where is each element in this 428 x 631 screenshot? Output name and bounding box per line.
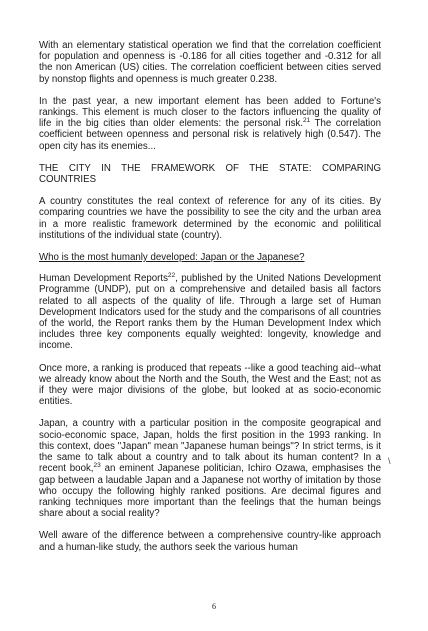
paragraph-text: The correlation coefficient between openness and personal risk is relatively high (0.547). The open city has its enemies...: [39, 118, 381, 152]
paragraph-country-context: A country constitutes the real context of reference for any of its cities. By comparing countries we have the possibility to see the city and the urban area in a more realistic framework determined by the economic and polilitical institutions of the individual state (country).: [39, 196, 381, 241]
paragraph-text: , published by the United Nations Development Programme (UNDP), put on a comprehensive and detailed basis all factors related to all aspects of the quality of life. Through a large set of Human Development Indicators used for the study and the comparisons of all countries of the world, the Report ranks them by the Human Development Index which includes three key components equally weighted: longevity, knowledge and income.: [39, 273, 381, 352]
page-number: 6: [212, 602, 216, 611]
paragraph-text: In the past year, a new important element has been added to Fortune's rankings. This element is much closer to the factors influencing the quality of life in the big cities than older elements: the personal risk.: [39, 95, 381, 130]
footnote-ref: 23: [93, 462, 101, 470]
section-heading-line2: COUNTRIES: [39, 174, 97, 186]
footnote-ref: 21: [303, 116, 311, 124]
paragraph-hdr: [39, 273, 381, 351]
section-heading-line1: THE CITY IN THE FRAMEWORK OF THE STATE: COMPARING: [39, 162, 381, 174]
margin-mark: \: [388, 456, 391, 466]
paragraph-text: Human Development Reports: [39, 273, 168, 285]
paragraph-text: an eminent Japanese politician, Ichiro Ozawa, emphasises the gap between a laudable Japan and a Japanese not worthy of imitation by those who occupy the following highly ranked positions. Are decimal figures and ranking techniques more important than the feelings that the human beings share about a social reality?: [39, 463, 381, 520]
paragraph-japan: [39, 418, 381, 519]
paragraph-approach: Well aware of the difference between a comprehensive country-like approach and a human-like study, the authors seek the various human: [39, 530, 381, 553]
paragraph-correlation: With an elementary statistical operation we find that the correlation coefficient for population and openness is -0.186 for all cities together and -0.312 for all the non American (US) cities. The correlation coefficient between cities served by nonstop flights and openness is much greater 0.238.: [39, 40, 381, 85]
paragraph-personal-risk: [39, 96, 381, 152]
footnote-ref: 22: [167, 272, 176, 280]
document-body: [39, 40, 381, 564]
section-heading: [39, 163, 381, 185]
paragraph-ranking: Once more, a ranking is produced that repeats --like a good teaching aid--what we already know about the North and the South, the West and the East; not as if they were major divisions of the globe, but looked at as socio-economic entities.: [39, 362, 381, 408]
subsection-heading: Who is the most humanly developed: Japan or the Japanese?: [39, 252, 305, 264]
paragraph-text: Japan, a country with a particular position in the composite geograpical and socio-economic space, Japan, holds the first position in the 1993 ranking. In this context, does "Japan" mean "Japanese human beings"? In strict terms, is it the same to talk about a country and to talk about its human content? In a recent book,: [39, 418, 381, 475]
